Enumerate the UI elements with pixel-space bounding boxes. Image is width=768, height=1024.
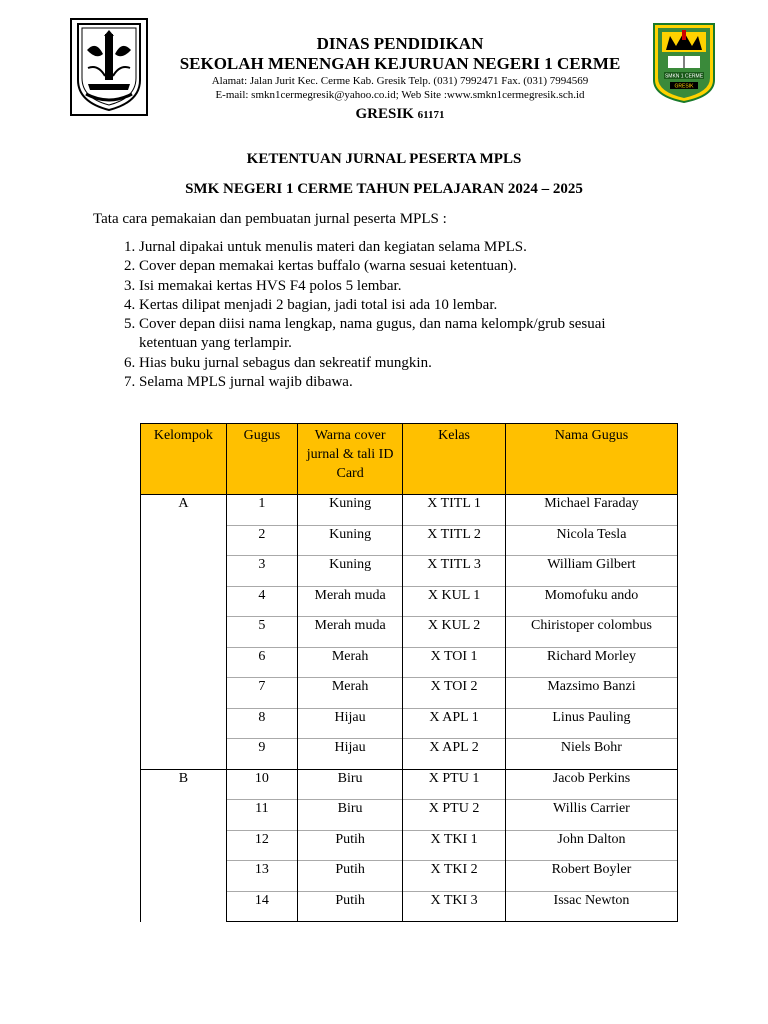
- cell-kelas: X PTU 2: [403, 800, 506, 831]
- cell-warna: Biru: [297, 769, 402, 800]
- column-header-nama-gugus: Nama Gugus: [505, 424, 677, 495]
- cell-nama-gugus: Richard Morley: [505, 647, 677, 678]
- table-header-row: [141, 424, 678, 495]
- cell-nama-gugus: Mazsimo Banzi: [505, 678, 677, 709]
- letterhead: [0, 0, 768, 130]
- cell-nama-gugus: Robert Boyler: [505, 861, 677, 892]
- cell-gugus: 8: [226, 708, 297, 739]
- cell-nama-gugus: Jacob Perkins: [505, 769, 677, 800]
- cell-nama-gugus: William Gilbert: [505, 556, 677, 587]
- cell-kelas: X TOI 2: [403, 678, 506, 709]
- school-address: Alamat: Jalan Jurit Kec. Cerme Kab. Gresik Telp. (031) 7992471 Fax. (031) 7994569: [211, 75, 589, 87]
- group-table: [140, 423, 678, 922]
- cell-gugus: 5: [226, 617, 297, 648]
- cell-kelas: X APL 2: [403, 739, 506, 770]
- rule-item: 1. Jurnal dipakai untuk menulis materi dan kegiatan selama MPLS.: [139, 238, 639, 257]
- rule-item: 3. Isi memakai kertas HVS F4 polos 5 lembar.: [139, 277, 639, 296]
- cell-warna: Merah: [297, 647, 402, 678]
- cell-nama-gugus: Nicola Tesla: [505, 525, 677, 556]
- cell-nama-gugus: Momofuku ando: [505, 586, 677, 617]
- table-row: [141, 769, 678, 800]
- cell-warna: Merah muda: [297, 586, 402, 617]
- agency-name: DINAS PENDIDIKAN: [316, 34, 484, 53]
- cell-gugus: 12: [226, 830, 297, 861]
- cell-kelompok: A: [141, 495, 227, 770]
- cell-nama-gugus: Issac Newton: [505, 891, 677, 922]
- rule-item: 7. Selama MPLS jurnal wajib dibawa.: [139, 373, 639, 392]
- cell-gugus: 7: [226, 678, 297, 709]
- cell-warna: Hijau: [297, 708, 402, 739]
- table-row: [141, 495, 678, 526]
- cell-kelas: X TITL 2: [403, 525, 506, 556]
- cell-gugus: 2: [226, 525, 297, 556]
- cell-nama-gugus: Chiristoper colombus: [505, 617, 677, 648]
- postcode: 61171: [417, 109, 445, 121]
- cell-gugus: 10: [226, 769, 297, 800]
- rule-item: 2. Cover depan memakai kertas buffalo (warna sesuai ketentuan).: [139, 257, 639, 276]
- rules-list: [93, 238, 639, 392]
- cell-nama-gugus: Willis Carrier: [505, 800, 677, 831]
- cell-kelas: X APL 1: [403, 708, 506, 739]
- cell-warna: Biru: [297, 800, 402, 831]
- cell-nama-gugus: John Dalton: [505, 830, 677, 861]
- city-name: GRESIK: [355, 106, 414, 122]
- cell-warna: Hijau: [297, 739, 402, 770]
- cell-warna: Merah: [297, 678, 402, 709]
- cell-kelas: X TKI 3: [403, 891, 506, 922]
- cell-warna: Putih: [297, 891, 402, 922]
- cell-kelompok: B: [141, 769, 227, 922]
- cell-gugus: 9: [226, 739, 297, 770]
- cell-gugus: 11: [226, 800, 297, 831]
- cell-nama-gugus: Linus Pauling: [505, 708, 677, 739]
- intro-text: Tata cara pemakaian dan pembuatan jurnal peserta MPLS :: [93, 211, 447, 227]
- school-logo-city: GRESIK: [674, 83, 694, 90]
- column-header-kelas: Kelas: [403, 424, 506, 495]
- cell-kelas: X TITL 1: [403, 495, 506, 526]
- cell-warna: Putih: [297, 830, 402, 861]
- cell-warna: Merah muda: [297, 617, 402, 648]
- column-header-kelompok: Kelompok: [141, 424, 227, 495]
- document-title: KETENTUAN JURNAL PESERTA MPLS: [246, 151, 522, 167]
- cell-gugus: 4: [226, 586, 297, 617]
- cell-warna: Kuning: [297, 525, 402, 556]
- cell-gugus: 14: [226, 891, 297, 922]
- cell-nama-gugus: Michael Faraday: [505, 495, 677, 526]
- letterhead-text: [160, 34, 640, 125]
- cell-gugus: 3: [226, 556, 297, 587]
- rule-item: 6. Hias buku jurnal sebagus dan sekreatif mungkin.: [139, 354, 639, 373]
- school-name: SEKOLAH MENENGAH KEJURUAN NEGERI 1 CERME: [179, 54, 621, 73]
- rule-item: 5. Cover depan diisi nama lengkap, nama gugus, dan nama kelompk/grub sesuai ketentuan yang terlampir.: [139, 315, 639, 354]
- cell-nama-gugus: Niels Bohr: [505, 739, 677, 770]
- school-contact: E-mail: smkn1cermegresik@yahoo.co.id; Web Site :www.smkn1cermegresik.sch.id: [215, 89, 585, 101]
- school-logo-text: SMKN 1 CERME: [664, 73, 704, 80]
- rule-item: 4. Kertas dilipat menjadi 2 bagian, jadi total isi ada 10 lembar.: [139, 296, 639, 315]
- cell-kelas: X TKI 1: [403, 830, 506, 861]
- column-header-gugus: Gugus: [226, 424, 297, 495]
- cell-warna: Kuning: [297, 556, 402, 587]
- cell-warna: Putih: [297, 861, 402, 892]
- column-header-warna: Warna cover jurnal & tali ID Card: [297, 424, 402, 495]
- cell-gugus: 1: [226, 495, 297, 526]
- cell-kelas: X TKI 2: [403, 861, 506, 892]
- school-logo: [652, 22, 716, 104]
- document-subtitle: SMK NEGERI 1 CERME TAHUN PELAJARAN 2024 – 2025: [185, 181, 583, 197]
- cell-kelas: X TOI 1: [403, 647, 506, 678]
- cell-kelas: X TITL 3: [403, 556, 506, 587]
- cell-gugus: 6: [226, 647, 297, 678]
- cell-warna: Kuning: [297, 495, 402, 526]
- cell-gugus: 13: [226, 861, 297, 892]
- provincial-emblem-logo: [70, 18, 148, 116]
- city-line: [160, 104, 640, 125]
- cell-kelas: X KUL 2: [403, 617, 506, 648]
- cell-kelas: X KUL 1: [403, 586, 506, 617]
- cell-kelas: X PTU 1: [403, 769, 506, 800]
